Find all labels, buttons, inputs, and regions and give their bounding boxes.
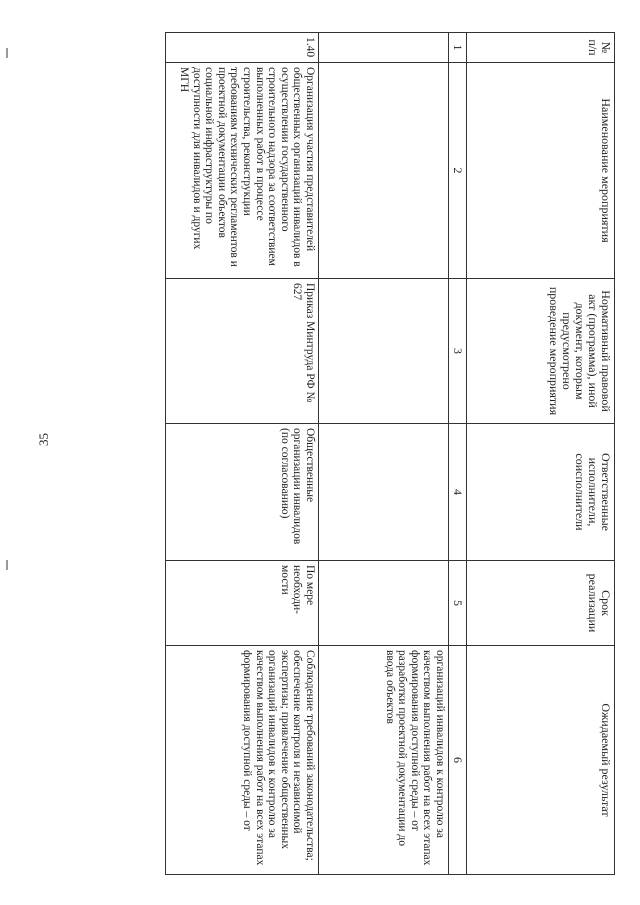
table-cell <box>319 424 449 561</box>
column-number: 2 <box>449 63 467 279</box>
column-number: 5 <box>449 561 467 646</box>
table-row <box>166 33 319 875</box>
page-number: 35 <box>36 433 51 446</box>
table-cell <box>319 279 449 424</box>
column-number: 4 <box>449 424 467 561</box>
margin-mark-top <box>6 48 8 58</box>
continuation-row <box>319 33 449 875</box>
column-number: 1 <box>449 33 467 63</box>
row-number-cell: 1.40 <box>166 33 319 63</box>
header-name: Наименование мероприятия <box>467 63 615 279</box>
column-number-row <box>449 33 467 875</box>
table-cell <box>319 33 449 63</box>
legal-act-cell: Приказ Минтруда РФ № 627 <box>166 279 319 424</box>
table-cell <box>319 63 449 279</box>
header-responsible: Ответственные исполнители, соисполнители <box>467 424 615 561</box>
column-number: 3 <box>449 279 467 424</box>
term-cell: По мере необходи-мости <box>166 561 319 646</box>
continuation-result-cell: организаций инвалидов к контролю за качеством выполнения работ на всех этапах формирования доступной среды – от разработки проектной документации до ввода объектов <box>319 646 449 875</box>
header-number: № п/п <box>467 33 615 63</box>
header-term: Срок реализации <box>467 561 615 646</box>
header-legal-act: Нормативный правовой акт (программа), иной документ, которым предусмотрено проведение мероприятия <box>467 279 615 424</box>
column-number: 6 <box>449 646 467 875</box>
measures-table-rotated <box>165 32 615 874</box>
margin-mark-bottom <box>6 560 8 570</box>
measure-name-cell: Организация участия представителей общественных организаций инвалидов в осуществлении государственного строительного надзора за соответствием выполненных работ в процессе строительства, реконструкции требованиям технических регламентов и проектной документации объектов социальной инфраструктуры по доступности для инвалидов и других МГН <box>166 63 319 279</box>
responsible-cell: Общественные организации инвалидов (по согласованию) <box>166 424 319 561</box>
header-result: Ожидаемый результат <box>467 646 615 875</box>
expected-result-cell: Соблюдение требований законодательства; обеспечение контроля и независимой экспертизы; привлечение общественных организаций инвалидов к контролю за качеством выполнения работ на всех этапах формирования доступной среды – от <box>166 646 319 875</box>
measures-table <box>165 32 615 875</box>
header-row <box>467 33 615 875</box>
table-cell <box>319 561 449 646</box>
